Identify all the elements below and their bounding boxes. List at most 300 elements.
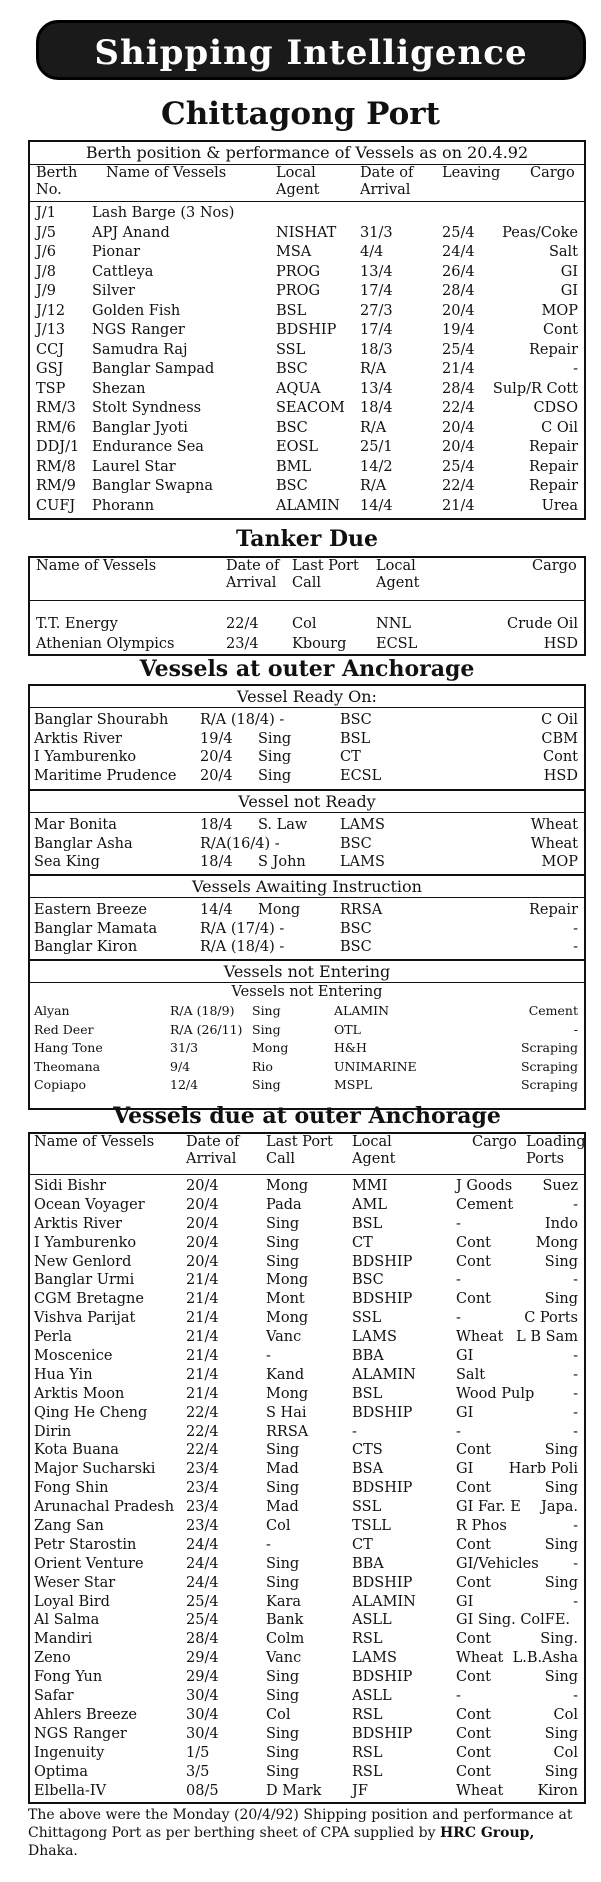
cell-agent: BSC	[276, 419, 308, 436]
cell-port: Kbourg	[292, 636, 347, 652]
cell-arrival: R/A(16/4) -	[200, 835, 280, 852]
cell-berth: GSJ	[36, 361, 64, 377]
cell-berth: J/6	[36, 244, 56, 260]
cell-agent: BSC	[352, 1272, 384, 1289]
cell-cargo: Cont	[456, 1706, 491, 1723]
col-name: Name of Vessels	[36, 558, 157, 574]
cell-port: Sing	[258, 730, 292, 747]
table-row	[30, 1002, 584, 1021]
cell-name: Major Sucharski	[34, 1461, 156, 1478]
cell-ports: Sing	[544, 1574, 578, 1591]
cell-ports: -	[573, 1423, 578, 1440]
cell-name: Optima	[34, 1763, 89, 1780]
cell-arrival: R/A (18/4) -	[200, 939, 285, 955]
cell-arrival: 23/4	[186, 1499, 219, 1516]
cell-name: Cattleya	[92, 263, 154, 280]
table-row	[30, 1215, 584, 1234]
cell-name: Al Salma	[34, 1612, 100, 1629]
section-banner: Shipping Intelligence	[36, 20, 586, 80]
cell-agent: -	[352, 1423, 357, 1440]
cell-port: Sing	[266, 1253, 300, 1270]
cell-cargo: Wheat	[456, 1329, 504, 1346]
cell-name: NGS Ranger	[34, 1725, 127, 1742]
table-row	[30, 1271, 584, 1290]
cell-port: RRSA	[266, 1423, 309, 1440]
cell-agent: OTL	[334, 1021, 361, 1037]
table-row	[30, 360, 584, 380]
cell-agent: ASLL	[352, 1688, 392, 1705]
cell-ports: Sing.	[540, 1631, 578, 1648]
cell-cargo: Peas/Coke	[502, 224, 578, 241]
table-row	[30, 1479, 584, 1498]
table-row	[30, 1725, 584, 1744]
cell-name: Red Deer	[34, 1021, 94, 1037]
cell-name: Perla	[34, 1329, 72, 1346]
cell-port: Sing	[252, 1021, 281, 1037]
cell-agent: BDSHIP	[352, 1725, 413, 1742]
cell-leaving: 25/4	[442, 224, 475, 241]
berth-caption: Berth position & performance of Vessels as on 20.4.92	[30, 142, 584, 165]
footer-group: HRC Group,	[439, 1825, 535, 1841]
cell-cargo: Cont	[456, 1669, 491, 1686]
cell-ports: -	[573, 1404, 578, 1421]
cell-name: Pionar	[92, 244, 141, 260]
table-row	[30, 1763, 584, 1782]
cell-agent: BDSHIP	[352, 1404, 413, 1421]
table-row	[30, 1177, 584, 1196]
cell-arrival: 18/3	[360, 341, 393, 358]
cell-port: Mong	[266, 1385, 309, 1402]
cell-name: Ingenuity	[34, 1744, 105, 1761]
cell-cargo: MOP	[541, 854, 578, 870]
table-row	[30, 419, 584, 439]
col-agent: Local Agent	[352, 1134, 396, 1167]
cell-port: Sing	[266, 1234, 300, 1251]
cell-agent: BDSHIP	[352, 1669, 413, 1686]
cell-agent: MMI	[352, 1178, 388, 1194]
table-row	[30, 458, 584, 478]
cell-leaving: 21/4	[442, 361, 475, 377]
cell-name: Moscenice	[34, 1348, 113, 1365]
table-row	[30, 1196, 584, 1215]
cell-name: Banglar Shourabh	[34, 712, 169, 728]
cell-agent: JF	[352, 1782, 368, 1799]
table-row	[30, 711, 584, 730]
cell-cargo: C Oil	[541, 712, 578, 728]
cell-cargo: Cont	[543, 322, 578, 338]
cell-leaving: 20/4	[442, 302, 475, 319]
cell-name: Arunachal Pradesh	[34, 1499, 175, 1516]
cell-berth: RM/8	[36, 458, 76, 475]
port-title: Chittagong Port	[161, 96, 440, 132]
cell-arrival: 22/4	[186, 1423, 219, 1440]
cell-agent: BDSHIP	[352, 1291, 413, 1308]
table-row	[30, 263, 584, 283]
awaiting-rows	[30, 898, 584, 959]
cell-ports: Japa.	[541, 1499, 578, 1516]
cell-agent: BSC	[340, 939, 372, 955]
cell-agent: BBA	[352, 1348, 384, 1365]
table-row	[30, 1498, 584, 1517]
cell-berth: CUFJ	[36, 497, 76, 514]
cell-cargo: GI	[456, 1461, 474, 1478]
due-rows	[30, 1175, 584, 1800]
tanker-title: Tanker Due	[235, 526, 379, 552]
cell-berth: CCJ	[36, 341, 65, 358]
cell-name: Vishva Parijat	[34, 1310, 136, 1327]
cell-ports: C Ports	[524, 1310, 578, 1327]
cell-name: Banglar Urmi	[34, 1272, 135, 1289]
cell-name: Athenian Olympics	[36, 636, 175, 652]
cell-port: Bank	[266, 1612, 304, 1629]
cell-agent: BSL	[276, 302, 307, 319]
cell-port: Mong	[258, 902, 301, 918]
cell-agent: PROG	[276, 263, 321, 280]
table-row	[30, 477, 584, 497]
cell-cargo: Urea	[541, 497, 578, 514]
not-entering-rows	[30, 1002, 584, 1095]
table-row	[30, 1309, 584, 1328]
due-title: Vessels due at outer Anchorage	[113, 1103, 501, 1129]
cell-agent: MSA	[276, 244, 312, 260]
cell-arrival: 23/4	[186, 1461, 219, 1478]
cell-cargo: Salt	[456, 1366, 486, 1383]
table-row	[30, 901, 584, 920]
col-agent: Local Agent	[276, 165, 320, 198]
cell-port: Colm	[266, 1631, 305, 1648]
cell-agent: RSL	[352, 1763, 383, 1780]
table-row	[30, 321, 584, 341]
cell-arrival: 30/4	[186, 1725, 219, 1742]
cell-arrival: 20/4	[186, 1234, 219, 1251]
cell-agent: BDSHIP	[276, 322, 337, 338]
cell-arrival: 31/3	[360, 224, 393, 241]
cell-port: S John	[258, 854, 306, 870]
col-arrival: Date of Arrival	[360, 165, 414, 198]
cell-cargo: Repair	[529, 902, 578, 918]
table-row	[30, 1385, 584, 1404]
cell-arrival: 23/4	[186, 1480, 219, 1497]
cell-name: Weser Star	[34, 1574, 116, 1591]
cell-cargo: Scraping	[520, 1040, 578, 1055]
cell-cargo: Cont	[456, 1725, 491, 1742]
cell-port: Rio	[252, 1058, 273, 1074]
cell-name: Orient Venture	[34, 1555, 144, 1572]
cell-name: Zang San	[34, 1518, 104, 1535]
cell-arrival: R/A (18/9)	[170, 1003, 235, 1018]
cell-arrival: 14/4	[200, 902, 233, 918]
col-agent: Local Agent	[376, 558, 420, 591]
col-berth: Berth No.	[36, 165, 78, 198]
tanker-header	[30, 558, 584, 601]
cell-agent: UNIMARINE	[334, 1058, 417, 1074]
cell-arrival: 23/4	[226, 636, 259, 652]
cell-name: Banglar Mamata	[34, 920, 158, 937]
table-row	[30, 1574, 584, 1593]
table-row	[30, 341, 584, 361]
cell-arrival: 21/4	[186, 1348, 219, 1365]
cell-ports: -	[573, 1688, 578, 1705]
cell-leaving: 28/4	[442, 283, 475, 299]
cell-port: Sing	[266, 1725, 300, 1742]
cell-ports: Harb Poli	[508, 1461, 578, 1478]
cell-arrival: 30/4	[186, 1706, 219, 1723]
col-cargo: Cargo	[532, 558, 577, 574]
cell-agent: RSL	[352, 1631, 383, 1648]
not-entering-subtitle-2: Vessels not Entering	[231, 984, 383, 1000]
tanker-rows	[30, 601, 584, 655]
col-leaving: Leaving	[442, 165, 501, 181]
cell-agent: EOSL	[276, 439, 319, 455]
table-row	[30, 380, 584, 400]
cell-cargo: Cont	[456, 1234, 491, 1251]
table-row	[30, 730, 584, 749]
cell-port: Sing	[258, 767, 292, 784]
cell-ports: Sing	[544, 1536, 578, 1553]
table-row	[30, 835, 584, 854]
cell-cargo: MOP	[541, 302, 578, 319]
cell-agent: CT	[352, 1234, 373, 1251]
table-row	[30, 1253, 584, 1272]
cell-name: Ocean Voyager	[34, 1196, 145, 1213]
table-row	[30, 1366, 584, 1385]
cell-name: Safar	[34, 1688, 74, 1705]
table-row	[30, 1517, 584, 1536]
cell-agent: ASLL	[352, 1612, 392, 1629]
cell-name: Qing He Cheng	[34, 1404, 148, 1421]
cell-ports: Kiron	[537, 1782, 578, 1799]
cell-cargo: -	[456, 1423, 461, 1440]
cell-name: Banglar Asha	[34, 835, 133, 852]
cell-port: -	[266, 1348, 271, 1365]
cell-cargo: Scraping	[520, 1058, 578, 1074]
cell-cargo: Cement	[456, 1196, 514, 1213]
cell-arrival: 13/4	[360, 380, 393, 397]
cell-cargo: Cont	[543, 749, 578, 765]
cell-agent: RSL	[352, 1744, 383, 1761]
cell-cargo: C Oil	[541, 419, 578, 436]
cell-arrival: 1/5	[186, 1744, 210, 1761]
col-cargo: Cargo	[530, 165, 575, 181]
cell-port: Sing	[258, 749, 292, 765]
cell-leaving: 25/4	[442, 341, 475, 358]
table-row	[30, 438, 584, 458]
cell-cargo: Cont	[456, 1744, 491, 1761]
cell-arrival: 17/4	[360, 283, 393, 299]
cell-berth: RM/3	[36, 400, 76, 416]
cell-name: Arktis Moon	[34, 1385, 125, 1402]
cell-ports: -	[573, 1518, 578, 1535]
cell-arrival: R/A (17/4) -	[200, 920, 285, 937]
table-row	[30, 938, 584, 957]
cell-cargo: -	[456, 1272, 461, 1289]
cell-name: Lash Barge (3 Nos)	[92, 205, 235, 221]
cell-name: Zeno	[34, 1650, 71, 1667]
cell-arrival: R/A (26/11)	[170, 1021, 243, 1037]
cell-cargo: Cont	[456, 1442, 491, 1459]
cell-agent: CT	[340, 749, 361, 765]
table-row	[30, 1668, 584, 1687]
cell-agent: RRSA	[340, 902, 383, 918]
cell-agent: BSC	[276, 478, 308, 494]
cell-name: Eastern Breeze	[34, 902, 147, 918]
col-cargo: Cargo	[472, 1134, 517, 1150]
table-row	[30, 1536, 584, 1555]
cell-cargo: J Goods	[456, 1178, 513, 1194]
cell-name: Alyan	[34, 1003, 70, 1018]
cell-name: T.T. Energy	[36, 616, 118, 632]
cell-cargo: Cont	[456, 1763, 491, 1780]
cell-name: Banglar Swapna	[92, 478, 213, 494]
cell-port: -	[266, 1536, 271, 1553]
table-row	[30, 1687, 584, 1706]
due-header	[30, 1134, 584, 1175]
cell-arrival: 22/4	[186, 1442, 219, 1459]
cell-arrival: 20/4	[186, 1215, 219, 1232]
cell-cargo: Wheat	[456, 1782, 504, 1799]
cell-port: S Hai	[266, 1404, 307, 1421]
cell-cargo: -	[573, 939, 578, 955]
col-name: Name of Vessels	[34, 1134, 155, 1150]
cell-agent: LAMS	[340, 817, 385, 833]
table-row	[30, 853, 584, 872]
cell-name: New Genlord	[34, 1253, 132, 1270]
cell-agent: BDSHIP	[352, 1253, 413, 1270]
cell-leaving: 20/4	[442, 419, 475, 436]
cell-arrival: R/A	[360, 478, 387, 494]
cell-berth: TSP	[36, 380, 66, 397]
cell-name: Banglar Jyoti	[92, 419, 188, 436]
table-row	[30, 748, 584, 767]
cell-arrival: R/A	[360, 361, 387, 377]
due-table	[28, 1132, 586, 1804]
cell-cargo: Repair	[529, 458, 578, 475]
cell-leaving: 20/4	[442, 439, 475, 455]
cell-ports: Indo	[544, 1215, 578, 1232]
cell-ports: -	[573, 1593, 578, 1610]
cell-ports: -	[573, 1272, 578, 1289]
table-row	[30, 1021, 584, 1040]
cell-agent: RSL	[352, 1706, 383, 1723]
cell-agent: BSC	[340, 920, 372, 937]
table-row	[30, 1076, 584, 1095]
table-row	[30, 399, 584, 419]
cell-arrival: 31/3	[170, 1040, 199, 1055]
table-row	[30, 1555, 584, 1574]
cell-ports: L B Sam	[516, 1329, 578, 1346]
cell-name: I Yamburenko	[34, 749, 137, 765]
cell-cargo: R Phos	[456, 1518, 507, 1535]
cell-agent: CT	[352, 1536, 373, 1553]
cell-berth: J/9	[36, 283, 56, 299]
cell-cargo: Repair	[529, 478, 578, 494]
cell-arrival: 21/4	[186, 1329, 219, 1346]
cell-arrival: 24/4	[186, 1555, 219, 1572]
cell-arrival: 3/5	[186, 1763, 210, 1780]
cell-ports: -	[573, 1555, 578, 1572]
cell-port: Mad	[266, 1499, 299, 1516]
cell-name: Kota Buana	[34, 1442, 119, 1459]
col-ports: Loading Ports	[526, 1134, 586, 1167]
table-row	[30, 1441, 584, 1460]
cell-name: Stolt Syndness	[92, 400, 202, 416]
cell-cargo: Salt	[548, 244, 578, 260]
cell-berth: RM/6	[36, 419, 76, 436]
cell-arrival: 21/4	[186, 1272, 219, 1289]
cell-leaving: 21/4	[442, 497, 475, 514]
cell-port: Kand	[266, 1366, 305, 1383]
cell-agent: BSL	[352, 1215, 383, 1232]
cell-name: Sea King	[34, 854, 100, 870]
cell-port: Sing	[252, 1003, 281, 1018]
table-row	[30, 1404, 584, 1423]
cell-port: D Mark	[266, 1782, 322, 1799]
berth-header	[30, 165, 584, 202]
cell-name: Hua Yin	[34, 1366, 93, 1383]
cell-port: Sing	[266, 1763, 300, 1780]
cell-agent: BSA	[352, 1461, 384, 1478]
awaiting-subtitle: Vessels Awaiting Instruction	[30, 874, 584, 898]
cell-agent: BDSHIP	[352, 1480, 413, 1497]
cell-port: Col	[266, 1518, 291, 1535]
cell-arrival: 22/4	[186, 1404, 219, 1421]
cell-arrival: 12/4	[170, 1077, 199, 1092]
cell-cargo: Wood Pulp	[456, 1385, 535, 1402]
cell-ports: -	[573, 1366, 578, 1383]
cell-name: Golden Fish	[92, 302, 181, 319]
cell-cargo: Crude Oil	[507, 616, 578, 632]
table-row	[30, 302, 584, 322]
cell-agent: ECSL	[340, 767, 382, 784]
cell-arrival: 21/4	[186, 1310, 219, 1327]
table-row	[30, 635, 584, 655]
due-section	[28, 1100, 586, 1804]
cell-cargo: CDSO	[533, 400, 578, 416]
ready-rows	[30, 708, 584, 789]
cell-ports: Sing	[544, 1725, 578, 1742]
cell-agent: AML	[352, 1196, 387, 1213]
cell-cargo: -	[456, 1215, 461, 1232]
cell-agent: NISHAT	[276, 224, 337, 241]
cell-name: Samudra Raj	[92, 341, 188, 358]
cell-agent: BBA	[352, 1555, 384, 1572]
cell-arrival: 9/4	[170, 1058, 191, 1074]
cell-agent: ALAMIN	[276, 497, 340, 514]
cell-arrival: 20/4	[186, 1178, 219, 1194]
cell-name: Banglar Kiron	[34, 939, 138, 955]
cell-cargo: Cont	[456, 1536, 491, 1553]
cell-agent: BSL	[352, 1385, 383, 1402]
cell-port: Mong	[266, 1310, 309, 1327]
table-row	[30, 1058, 584, 1077]
cell-cargo: Wheat	[530, 835, 578, 852]
cell-agent: BSC	[276, 361, 308, 377]
cell-agent: SSL	[276, 341, 306, 358]
cell-agent: BDSHIP	[352, 1574, 413, 1591]
cell-port: Sing	[266, 1688, 300, 1705]
cell-cargo: Repair	[529, 439, 578, 455]
cell-leaving: 25/4	[442, 458, 475, 475]
cell-ports: Suez	[542, 1178, 578, 1194]
cell-ports: Sing	[544, 1442, 578, 1459]
cell-berth: DDJ/1	[36, 439, 80, 455]
cell-arrival: 20/4	[186, 1196, 219, 1213]
footer-note	[28, 1806, 586, 1860]
cell-cargo: -	[573, 920, 578, 937]
cell-name: Hang Tone	[34, 1040, 103, 1055]
table-row	[30, 1460, 584, 1479]
cell-port: Sing	[266, 1442, 300, 1459]
